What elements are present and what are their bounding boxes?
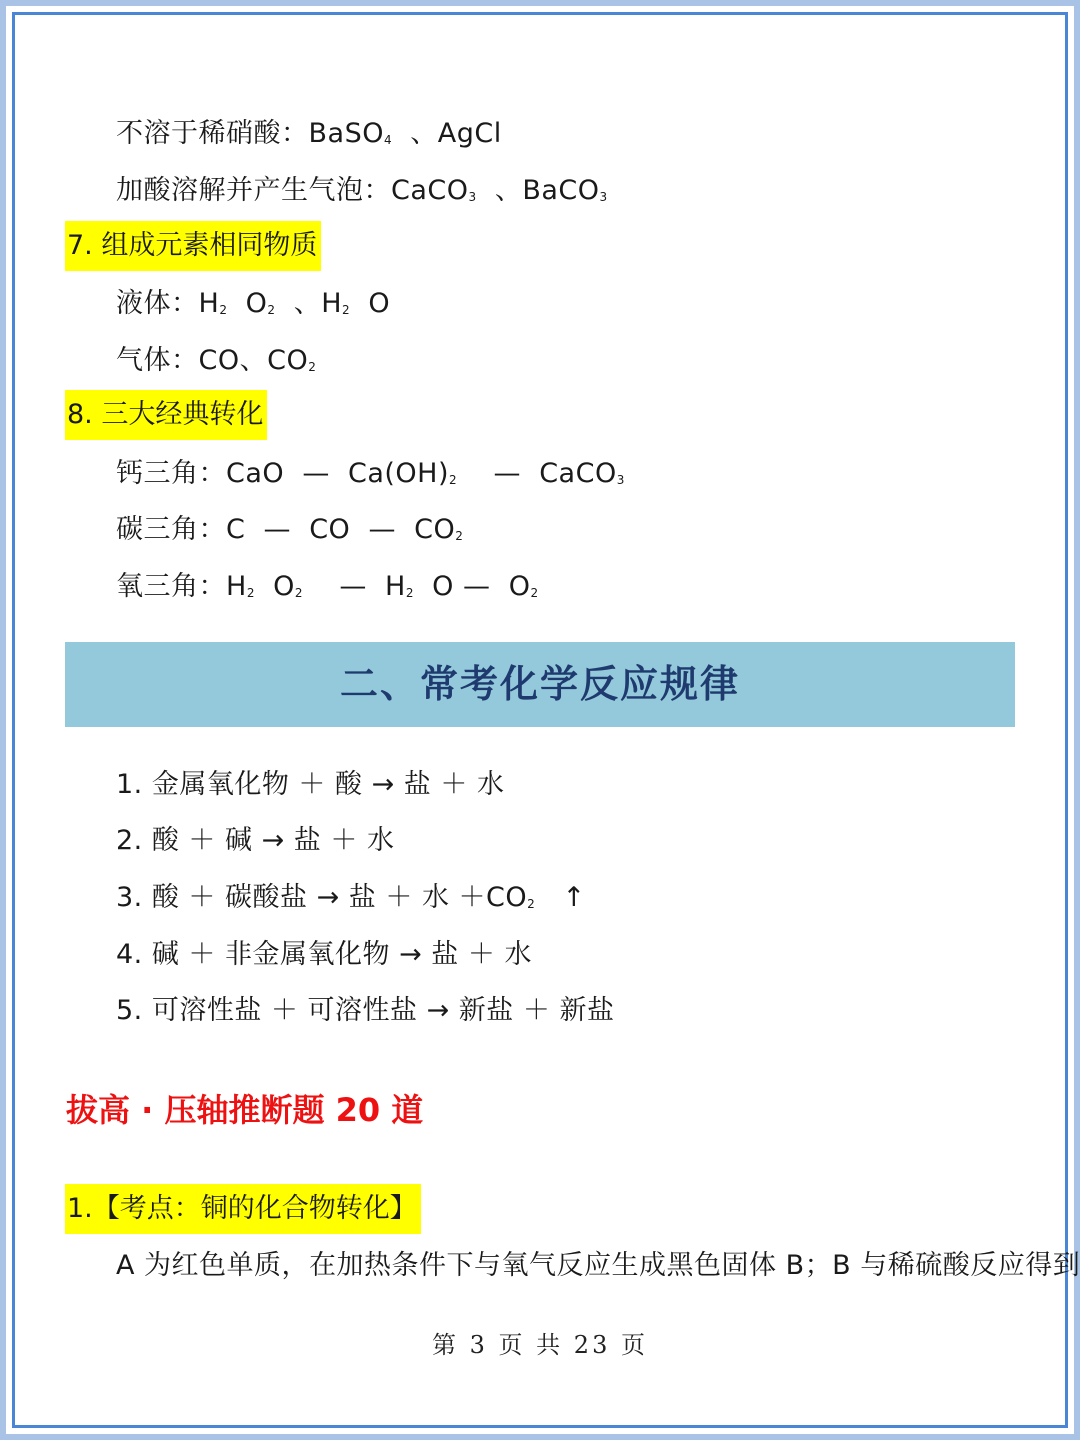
formula-co: CO	[309, 514, 351, 545]
dash: —	[463, 571, 491, 602]
separator: 、	[239, 345, 268, 376]
section-7-heading: 7. 组成元素相同物质	[65, 221, 321, 271]
dash: —	[302, 458, 330, 489]
banner-title: 二、常考化学反应规律	[339, 662, 740, 706]
section-8-heading: 8. 三大经典转化	[65, 390, 267, 440]
advanced-title: 拔高 · 压轴推断题 20 道	[66, 1091, 424, 1129]
subscript: 2	[219, 303, 228, 317]
dash: —	[263, 514, 292, 545]
line-label: 液体：	[116, 288, 199, 319]
formula-h: H	[198, 288, 220, 319]
formula-h: H	[321, 288, 343, 319]
formula-o: O	[273, 571, 295, 602]
question-1-heading: 1.【考点：铜的化合物转化】	[65, 1184, 421, 1234]
rule-3	[116, 878, 586, 918]
acid-gas-line	[116, 171, 608, 211]
liquid-line	[116, 284, 390, 324]
formula-baso4: BaSO	[308, 118, 384, 149]
insoluble-nitric-line	[116, 114, 502, 154]
page-number-footer: 第 3 页 共 23 页	[432, 1331, 648, 1359]
rule-5: 5. 可溶性盐 ＋ 可溶性盐 → 新盐 ＋ 新盐	[116, 995, 615, 1026]
up-arrow-icon: ↑	[562, 882, 586, 913]
gas-line	[116, 341, 316, 381]
subscript: 2	[246, 586, 255, 600]
subscript: 2	[405, 586, 414, 600]
formula-h: H	[385, 571, 406, 602]
formula-cao: CaO	[226, 458, 285, 489]
formula-o: O	[508, 571, 531, 602]
subscript: 2	[342, 303, 351, 317]
formula-o: O	[245, 288, 268, 319]
formula-baco3: BaCO	[522, 175, 600, 206]
carbon-triangle-line	[116, 510, 463, 550]
formula-co2: CO	[414, 514, 456, 545]
formula-o: O	[368, 288, 391, 319]
subscript: 3	[616, 473, 625, 487]
calcium-triangle-line	[116, 454, 625, 494]
rule-4: 4. 碱 ＋ 非金属氧化物 → 盐 ＋ 水	[116, 939, 532, 970]
section-banner	[65, 642, 1015, 727]
subscript: 3	[468, 190, 477, 204]
subscript: 2	[530, 586, 539, 600]
separator: 、	[293, 288, 322, 319]
formula-agcl: AgCl	[437, 118, 502, 149]
formula-co2: CO	[267, 345, 309, 376]
line-label: 钙三角：	[116, 458, 226, 489]
line-label: 氧三角：	[116, 571, 226, 602]
formula-caco3: CaCO	[539, 458, 617, 489]
separator: 、	[494, 175, 523, 206]
subscript: 2	[267, 303, 276, 317]
subscript: 3	[599, 190, 608, 204]
subscript: 2	[294, 586, 304, 600]
oxygen-triangle-line	[116, 567, 539, 607]
subscript: 2	[308, 360, 317, 374]
subscript: 2	[455, 529, 464, 543]
question-1-text: A 为红色单质，在加热条件下与氧气反应生成黑色固体 B；B 与稀硫酸反应得到	[116, 1250, 1080, 1281]
rule-2: 2. 酸 ＋ 碱 → 盐 ＋ 水	[116, 825, 395, 856]
formula-h: H	[226, 571, 247, 602]
subscript: 4	[383, 133, 393, 147]
dash: —	[339, 571, 367, 602]
separator: 、	[410, 118, 438, 149]
line-label: 气体：	[116, 345, 199, 376]
dash: —	[368, 514, 396, 545]
formula-caoh2: Ca(OH)	[348, 458, 450, 489]
line-label: 加酸溶解并产生气泡：	[116, 175, 391, 206]
line-label: 碳三角：	[116, 514, 226, 545]
formula-c: C	[226, 514, 246, 545]
rule-3-text: 3. 酸 ＋ 碳酸盐 → 盐 ＋ 水 ＋CO	[116, 882, 528, 913]
subscript: 2	[449, 473, 458, 487]
rule-1: 1. 金属氧化物 ＋ 酸 → 盐 ＋ 水	[116, 769, 505, 800]
formula-o: O	[432, 571, 454, 602]
line-label: 不溶于稀硝酸：	[116, 118, 309, 149]
formula-co: CO	[198, 345, 240, 376]
formula-caco3: CaCO	[391, 175, 469, 206]
subscript: 2	[527, 897, 536, 911]
dash: —	[493, 458, 522, 489]
